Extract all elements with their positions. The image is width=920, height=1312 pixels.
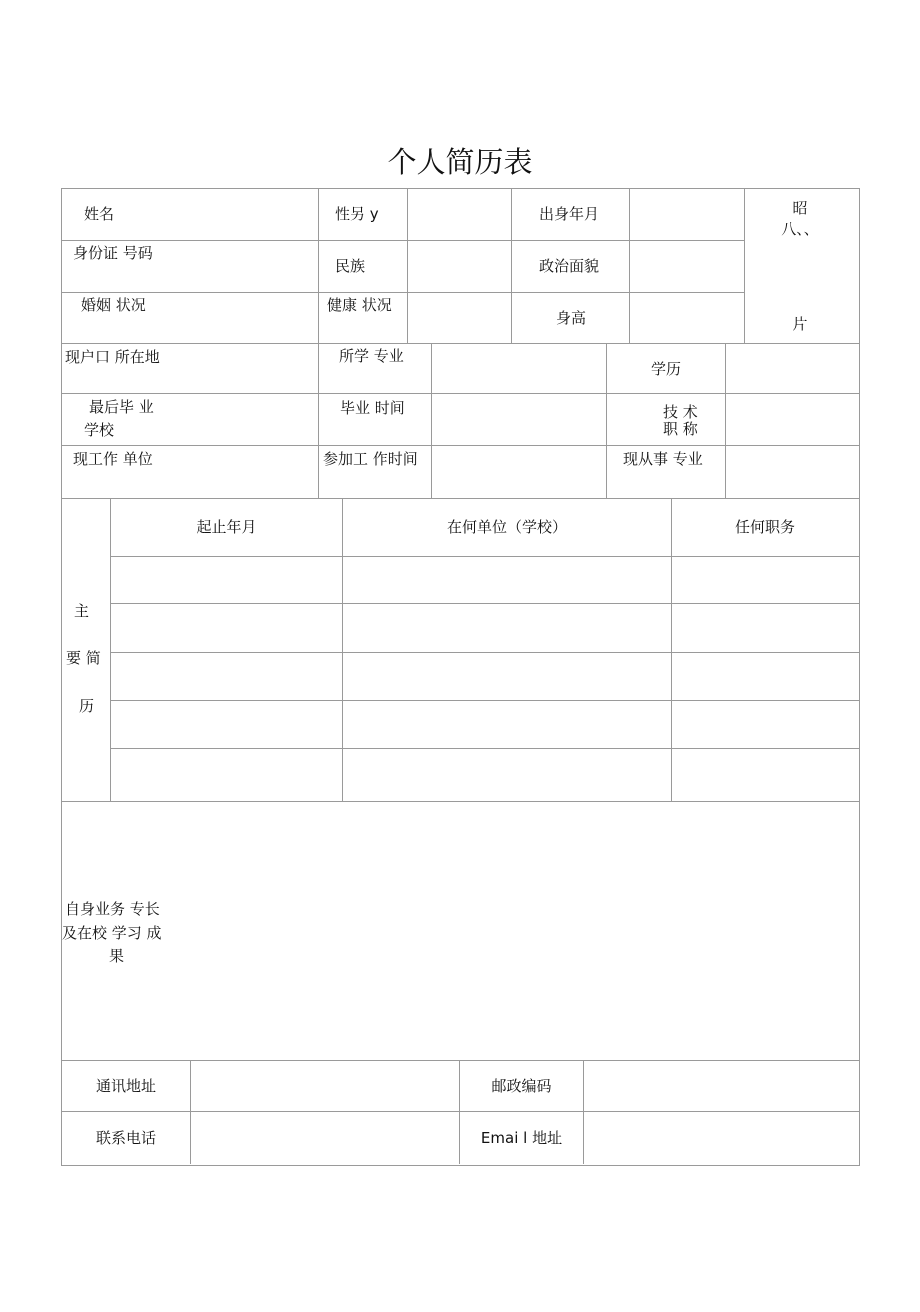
history-row[interactable] [111, 557, 858, 603]
photo-label-line-2: 八、、 [781, 220, 819, 238]
address-label: 通讯地址 [95, 1077, 156, 1095]
skills-content-area[interactable] [180, 802, 858, 1060]
phone-value-cell[interactable] [191, 1112, 459, 1164]
photo-label-line-3: 片 [792, 315, 808, 333]
name-label: 姓名 [84, 205, 115, 223]
tech-title-value-cell[interactable] [726, 394, 858, 445]
tech-title-label-line-2: 职 称 [663, 420, 698, 438]
marital-label: 婚姻 状况 [81, 296, 146, 314]
address-value-cell[interactable] [191, 1061, 459, 1111]
history-header-period: 起止年月 [196, 518, 257, 536]
gender-label: 性另 y [335, 205, 379, 223]
education-label: 学历 [651, 360, 682, 378]
history-header-unit: 在何单位（学校） [446, 518, 567, 536]
postcode-value-cell[interactable] [584, 1061, 858, 1111]
grad-time-label: 毕业 时间 [340, 399, 405, 417]
politics-value-cell[interactable] [630, 241, 744, 292]
postcode-label: 邮政编码 [491, 1077, 552, 1095]
photo-label-line-1: 昭 [792, 199, 808, 217]
history-row[interactable] [111, 749, 858, 801]
page-title: 个人简历表 [387, 145, 533, 179]
table-rule [318, 188, 319, 343]
height-label: 身高 [556, 309, 587, 327]
hukou-label: 现户口 所在地 [65, 348, 160, 366]
ethnicity-label: 民族 [335, 257, 366, 275]
height-value-cell[interactable] [630, 293, 744, 343]
health-label: 健康 状况 [327, 296, 392, 314]
major-value-cell[interactable] [432, 344, 606, 393]
birth-value-cell[interactable] [630, 189, 744, 240]
skills-label-line-2: 及在校 学习 成 [62, 924, 162, 942]
birth-label: 出身年月 [539, 205, 600, 223]
politics-label: 政治面貌 [539, 257, 600, 275]
major-label: 所学 专业 [339, 347, 404, 365]
table-rule [511, 188, 512, 343]
table-rule [606, 343, 607, 498]
history-side-label-3: 历 [79, 697, 95, 715]
school-label-line-1: 最后毕 业 [89, 398, 154, 416]
id-number-label: 身份证 号码 [73, 244, 153, 262]
work-start-label: 参加工 作时间 [323, 450, 418, 468]
table-rule [61, 498, 859, 499]
ethnicity-value-cell[interactable] [408, 241, 511, 292]
employer-label: 现工作 单位 [73, 450, 153, 468]
history-row[interactable] [111, 701, 858, 748]
table-rule [318, 343, 319, 498]
current-field-value-cell[interactable] [726, 446, 858, 498]
school-label-line-2: 学校 [84, 421, 115, 439]
grad-time-value-cell[interactable] [432, 394, 606, 445]
current-field-label: 现从事 专业 [623, 450, 703, 468]
email-value-cell[interactable] [584, 1112, 858, 1164]
phone-label: 联系电话 [95, 1129, 156, 1147]
health-value-cell[interactable] [408, 293, 511, 343]
skills-label-line-1: 自身业务 专长 [65, 900, 160, 918]
history-row[interactable] [111, 604, 858, 652]
work-start-value-cell[interactable] [432, 446, 606, 498]
history-side-label-1: 主 [74, 602, 90, 620]
education-value-cell[interactable] [726, 344, 858, 393]
tech-title-label-line-1: 技 术 [663, 403, 698, 421]
email-label: Emai l 地址 [480, 1129, 563, 1147]
skills-label-line-3: 果 [109, 947, 125, 965]
history-row[interactable] [111, 653, 858, 700]
history-header-position: 任何职务 [734, 518, 795, 536]
gender-value-cell[interactable] [408, 189, 511, 240]
history-side-label-2: 要 简 [66, 649, 101, 667]
